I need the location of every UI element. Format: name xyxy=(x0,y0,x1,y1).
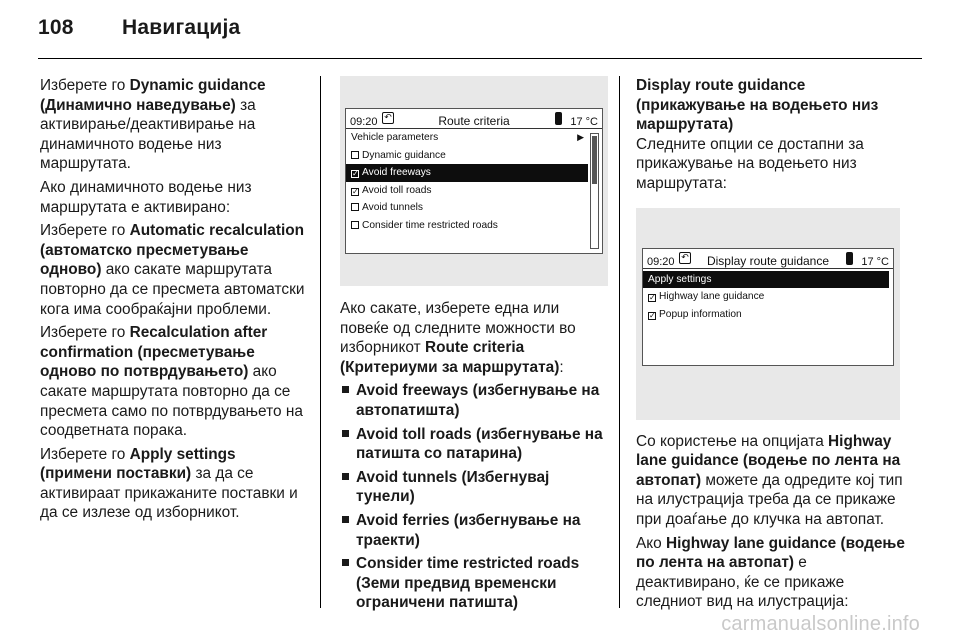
term-apply-settings: Apply settings (примени поставки) xyxy=(40,445,236,483)
screen-title: Display route guidance xyxy=(706,253,830,268)
screen-title-bar xyxy=(346,109,602,129)
checkbox-checked-icon: ✓ xyxy=(649,310,656,320)
menu-item-consider-time-restricted-roads[interactable]: Consider time restricted roads xyxy=(346,217,602,235)
term-dynamic-guidance: Dynamic guidance (Динамично наведување) xyxy=(40,77,266,114)
route-options-list xyxy=(340,381,608,613)
paragraph-apply-settings: Изберете го Apply settings (примени поставки) за да се активираат прикажаните поставки и да се излезе од изборникот. xyxy=(40,445,298,522)
page-header xyxy=(38,16,240,40)
checkbox-unchecked-icon xyxy=(351,221,359,229)
back-icon: ↶ xyxy=(382,112,394,124)
screen-title: Route criteria xyxy=(438,114,510,128)
paragraph-if-activated: Ако динамичното водење низ маршрутата е активирано: xyxy=(40,178,252,216)
display-route-guidance-screen xyxy=(642,248,894,366)
term-recalculation-after-confirmation: Recalculation after confirmation (пресметување одново по потврдувањето) xyxy=(40,324,268,381)
clock-time: 09:20 xyxy=(350,116,378,128)
checkbox-checked-icon: ✓ xyxy=(352,169,359,178)
checkbox-checked-icon: ✓ xyxy=(649,293,656,303)
display-route-guidance-illustration xyxy=(636,208,900,420)
menu-item-apply-settings[interactable]: Apply settings xyxy=(643,271,889,289)
watermark: carmanualsonline.info xyxy=(721,613,920,635)
term-route-criteria: Route criteria (Критериуми за маршрутата) xyxy=(340,339,560,376)
menu-item-avoid-tunnels[interactable]: Avoid tunnels xyxy=(346,199,602,217)
menu-item-vehicle-parameters[interactable]: Vehicle parameters ▶ xyxy=(346,129,602,147)
chevron-right-icon: ▶ xyxy=(577,132,584,142)
menu-item-dynamic-guidance[interactable]: Dynamic guidance xyxy=(346,147,602,165)
column-2 xyxy=(340,76,608,617)
menu-item-avoid-toll-roads[interactable]: ✓ Avoid toll roads xyxy=(352,184,432,196)
option-consider-time-restricted-roads: Consider time restricted roads (Земи предвид временски ограничени патишта) xyxy=(340,554,608,613)
thermometer-icon xyxy=(846,252,853,265)
paragraph-highway-lane-guidance: Со користење на опцијата Highway lane guidance (водење по лента на автопат) можете да одредите кој тип на илустрација треба да се прикаже при доаѓање до клучка на автопат. xyxy=(636,432,903,528)
option-avoid-ferries: Avoid ferries (избегнување на траекти) xyxy=(340,511,608,550)
display-route-guidance-list xyxy=(643,269,893,324)
route-criteria-screen xyxy=(345,108,603,254)
scrollbar[interactable] xyxy=(590,133,599,249)
column-1 xyxy=(40,76,306,527)
term-highway-lane-guidance-2: Highway lane guidance (водење по лента на автопат) xyxy=(636,534,905,572)
menu-item-popup-information[interactable]: ✓ Popup information xyxy=(649,308,742,320)
paragraph-dynamic-guidance: Изберете го Dynamic guidance (Динамично наведување) за активирање/деактивирање на динамичното водење низ маршрутата. xyxy=(40,77,266,173)
option-avoid-freeways: Avoid freeways (избегнување на автопатишта) xyxy=(340,381,608,420)
column-divider-2 xyxy=(619,76,620,608)
column-3 xyxy=(636,76,908,616)
option-avoid-tunnels: Avoid tunnels (Избегнувај тунели) xyxy=(340,468,608,507)
route-criteria-illustration xyxy=(340,76,608,286)
scrollbar-thumb[interactable] xyxy=(592,136,597,184)
option-avoid-toll-roads: Avoid toll roads (избегнување на патишта со патарина) xyxy=(340,425,608,464)
back-icon: ↶ xyxy=(679,252,691,264)
thermometer-icon xyxy=(555,112,562,125)
header-rule xyxy=(38,58,922,59)
clock-time: 09:20 xyxy=(647,255,675,268)
screen-title-bar xyxy=(643,249,893,269)
paragraph-automatic-recalculation: Изберете го Automatic recalculation (автоматско пресметување одново) ако сакате маршрутата повторно да се пресмета автоматски кога има сообраќајни проблеми. xyxy=(40,222,305,318)
checkbox-unchecked-icon xyxy=(351,203,359,211)
term-automatic-recalculation: Automatic recalculation (автоматско пресметување одново) xyxy=(40,222,305,279)
temperature: 17 °C xyxy=(861,255,889,268)
section-heading-display-route-guidance: Display route guidance (прикажување на водењето низ маршрутата) Следните опции се достапни за прикажување на водењето низ маршрутата: xyxy=(636,77,879,192)
menu-item-avoid-freeways[interactable]: ✓ Avoid freeways xyxy=(346,164,588,182)
paragraph-route-criteria-intro: Ако сакате, изберете една или повеќе од следните можности во изборникот Route criteria (Критериуми за маршрутата): xyxy=(340,300,576,376)
term-highway-lane-guidance: Highway lane guidance (водење по лента на автопат) xyxy=(636,432,901,489)
page-number: 108 xyxy=(38,16,74,39)
temperature: 17 °C xyxy=(570,116,598,128)
route-criteria-list xyxy=(346,129,602,234)
column-divider-1 xyxy=(320,76,321,608)
section-title: Навигација xyxy=(122,16,241,39)
checkbox-unchecked-icon xyxy=(351,151,359,159)
checkbox-checked-icon: ✓ xyxy=(352,186,359,196)
paragraph-recalculation-after-confirmation: Изберете го Recalculation after confirmation (пресметување одново по потврдувањето) ако сакате маршрутата повторно да се пресмета само по потврдувањето на соодветната порака. xyxy=(40,324,303,440)
menu-item-highway-lane-guidance[interactable]: ✓ Highway lane guidance xyxy=(649,291,765,303)
paragraph-lane-guidance-deactivated: Ако Highway lane guidance (водење по лента на автопат) е деактивирано, ќе се прикаже следниот вид на илустрација: xyxy=(636,534,905,611)
